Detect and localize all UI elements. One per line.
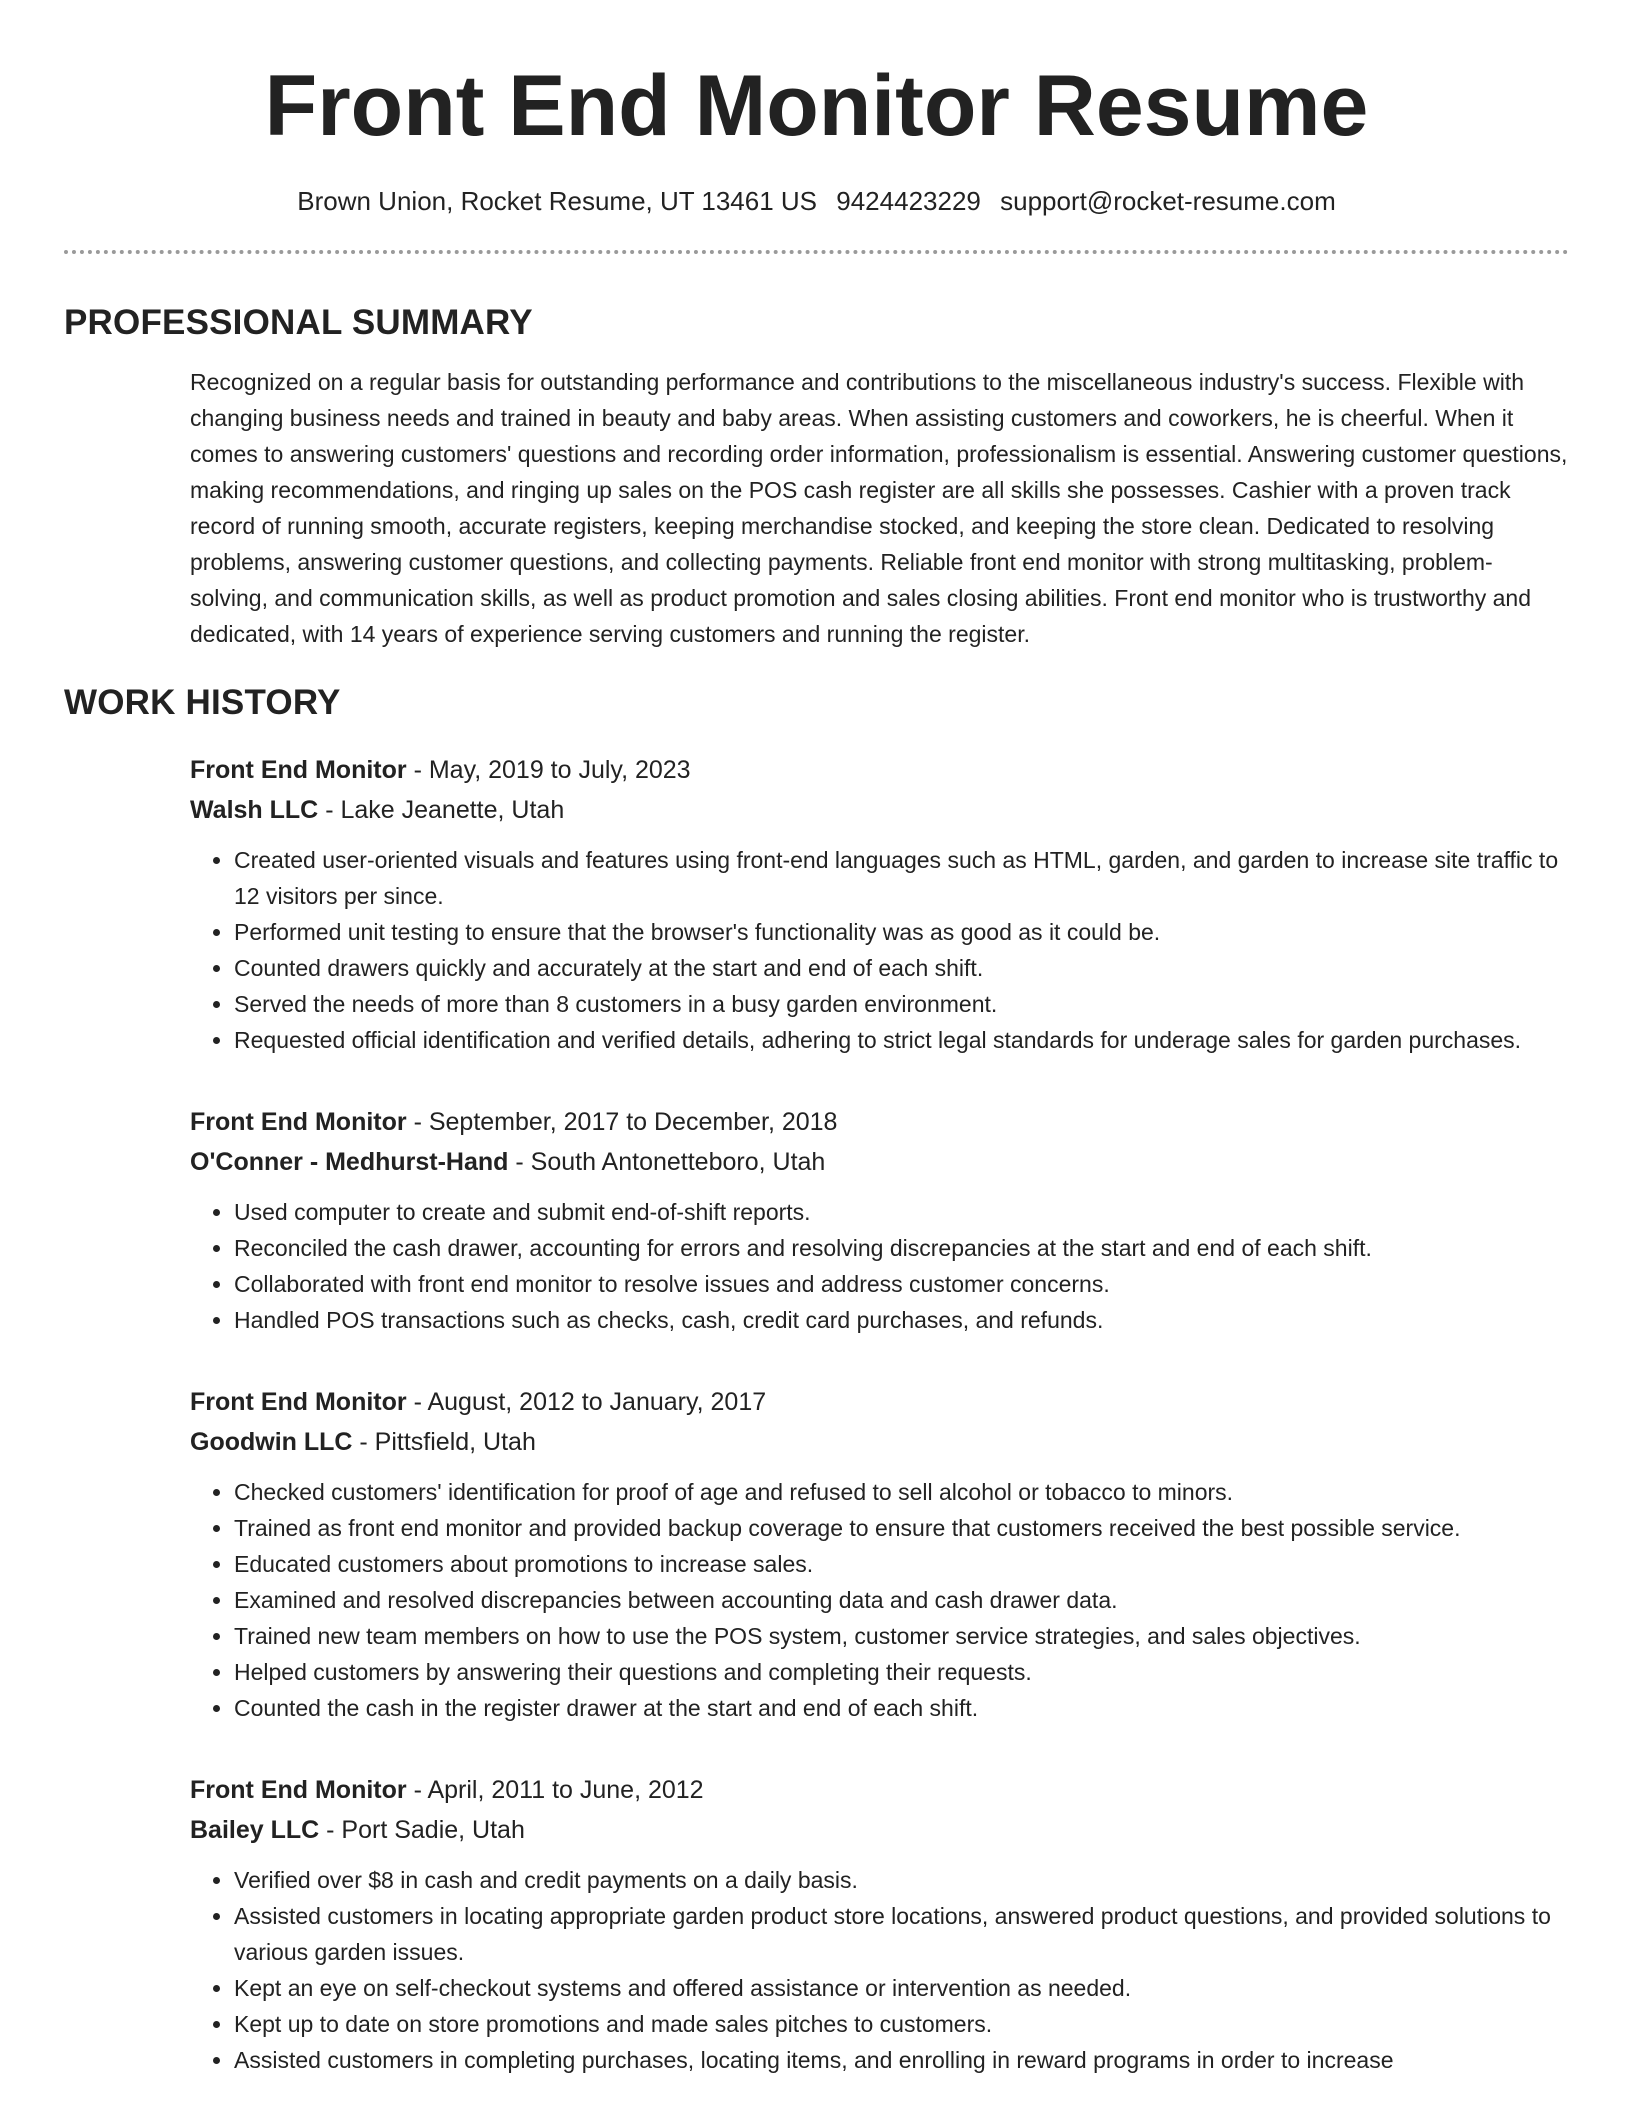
job-entry bbox=[190, 1382, 1569, 1726]
job-bullet: • Verified over $8 in cash and credit payments on a daily basis. bbox=[234, 1862, 1569, 1898]
job-bullet: • Served the needs of more than 8 customers in a busy garden environment. bbox=[234, 986, 1569, 1022]
job-title: Front End Monitor bbox=[190, 756, 407, 784]
job-bullets bbox=[190, 842, 1569, 1058]
job-entry bbox=[190, 750, 1569, 1058]
job-bullet: • Trained new team members on how to use the POS system, customer service strategies, and sales objectives. bbox=[234, 1618, 1569, 1654]
job-bullet: • Performed unit testing to ensure that the browser's functionality was as good as it could be. bbox=[234, 914, 1569, 950]
job-bullet: • Assisted customers in completing purchases, locating items, and enrolling in reward programs in order to increase bbox=[234, 2042, 1569, 2078]
job-location: - Pittsfield, Utah bbox=[352, 1428, 536, 1456]
contact-line bbox=[64, 184, 1569, 218]
job-bullet: • Educated customers about promotions to increase sales. bbox=[234, 1546, 1569, 1582]
job-bullet: • Kept up to date on store promotions and made sales pitches to customers. bbox=[234, 2006, 1569, 2042]
job-bullet: • Checked customers' identification for proof of age and refused to sell alcohol or tobacco to minors. bbox=[234, 1474, 1569, 1510]
job-company-line bbox=[190, 790, 1569, 830]
job-entry bbox=[190, 1102, 1569, 1338]
job-bullets bbox=[190, 1194, 1569, 1338]
job-dates: - August, 2012 to January, 2017 bbox=[406, 1388, 767, 1416]
resume-page bbox=[64, 0, 1569, 2078]
job-company: Bailey LLC bbox=[190, 1816, 320, 1844]
job-title-line bbox=[190, 1770, 1569, 1810]
job-bullet: • Trained as front end monitor and provided backup coverage to ensure that customers received the best possible service. bbox=[234, 1510, 1569, 1546]
job-entry bbox=[190, 1770, 1569, 2078]
job-bullet: • Used computer to create and submit end-of-shift reports. bbox=[234, 1194, 1569, 1230]
work-history-heading: WORK HISTORY bbox=[64, 683, 341, 722]
job-location: - Port Sadie, Utah bbox=[319, 1816, 525, 1844]
job-bullets bbox=[190, 1862, 1569, 2078]
job-dates: - April, 2011 to June, 2012 bbox=[406, 1776, 704, 1804]
job-bullet: • Reconciled the cash drawer, accounting for errors and resolving discrepancies at the start and end of each shift. bbox=[234, 1230, 1569, 1266]
job-company-line bbox=[190, 1810, 1569, 1850]
summary-text: Recognized on a regular basis for outstanding performance and contributions to the miscellaneous industry's success. Flexible with changing business needs and trained in beauty and baby areas. When assisting customers and coworkers, he is cheerful. When it comes to answering customers' questions and recording order information, professionalism is essential. Answering customer questions, making recommendations, and ringing up sales on the POS cash register are all skills she possesses. Cashier with a proven track record of running smooth, accurate registers, keeping merchandise stocked, and keeping the store clean. Dedicated to resolving problems, answering customer questions, and collecting payments. Reliable front end monitor with strong multitasking, problem-solving, and communication skills, as well as product promotion and sales closing abilities. Front end monitor who is trustworthy and dedicated, with 14 years of experience serving customers and running the register. bbox=[190, 369, 1568, 647]
job-bullet: • Counted the cash in the register drawer at the start and end of each shift. bbox=[234, 1690, 1569, 1726]
job-bullet: • Collaborated with front end monitor to resolve issues and address customer concerns. bbox=[234, 1266, 1569, 1302]
job-title-line bbox=[190, 750, 1569, 790]
job-company: O'Conner - Medhurst-Hand bbox=[190, 1148, 509, 1176]
job-company-line bbox=[190, 1142, 1569, 1182]
contact-phone: 9424423229 bbox=[836, 186, 981, 216]
job-company: Walsh LLC bbox=[190, 796, 319, 824]
job-title: Front End Monitor bbox=[190, 1108, 407, 1136]
job-title: Front End Monitor bbox=[190, 1776, 407, 1804]
job-bullet: • Helped customers by answering their questions and completing their requests. bbox=[234, 1654, 1569, 1690]
job-location: - Lake Jeanette, Utah bbox=[318, 796, 565, 824]
job-list bbox=[190, 750, 1569, 2078]
job-bullet: • Kept an eye on self-checkout systems and offered assistance or intervention as needed. bbox=[234, 1970, 1569, 2006]
header-divider bbox=[64, 250, 1569, 254]
contact-address: Brown Union, Rocket Resume, UT 13461 US bbox=[297, 186, 818, 216]
job-company: Goodwin LLC bbox=[190, 1428, 353, 1456]
job-title: Front End Monitor bbox=[190, 1388, 407, 1416]
job-bullet: • Requested official identification and verified details, adhering to strict legal standards for underage sales for garden purchases. bbox=[234, 1022, 1569, 1058]
job-bullets bbox=[190, 1474, 1569, 1726]
job-bullet: • Examined and resolved discrepancies between accounting data and cash drawer data. bbox=[234, 1582, 1569, 1618]
job-bullet: • Counted drawers quickly and accurately at the start and end of each shift. bbox=[234, 950, 1569, 986]
job-bullet: • Assisted customers in locating appropriate garden product store locations, answered product questions, and provided solutions to various garden issues. bbox=[234, 1898, 1569, 1970]
job-title-line bbox=[190, 1102, 1569, 1142]
job-company-line bbox=[190, 1422, 1569, 1462]
contact-email: support@rocket-resume.com bbox=[1000, 186, 1336, 216]
job-dates: - September, 2017 to December, 2018 bbox=[406, 1108, 838, 1136]
job-bullet: • Handled POS transactions such as checks, cash, credit card purchases, and refunds. bbox=[234, 1302, 1569, 1338]
job-location: - South Antonetteboro, Utah bbox=[508, 1148, 826, 1176]
summary-heading: PROFESSIONAL SUMMARY bbox=[64, 303, 533, 342]
job-dates: - May, 2019 to July, 2023 bbox=[406, 756, 691, 784]
job-title-line bbox=[190, 1382, 1569, 1422]
resume-title: Front End Monitor Resume bbox=[264, 58, 1369, 154]
job-bullet: • Created user-oriented visuals and features using front-end languages such as HTML, garden, and garden to increase site traffic to 12 visitors per since. bbox=[234, 842, 1569, 914]
